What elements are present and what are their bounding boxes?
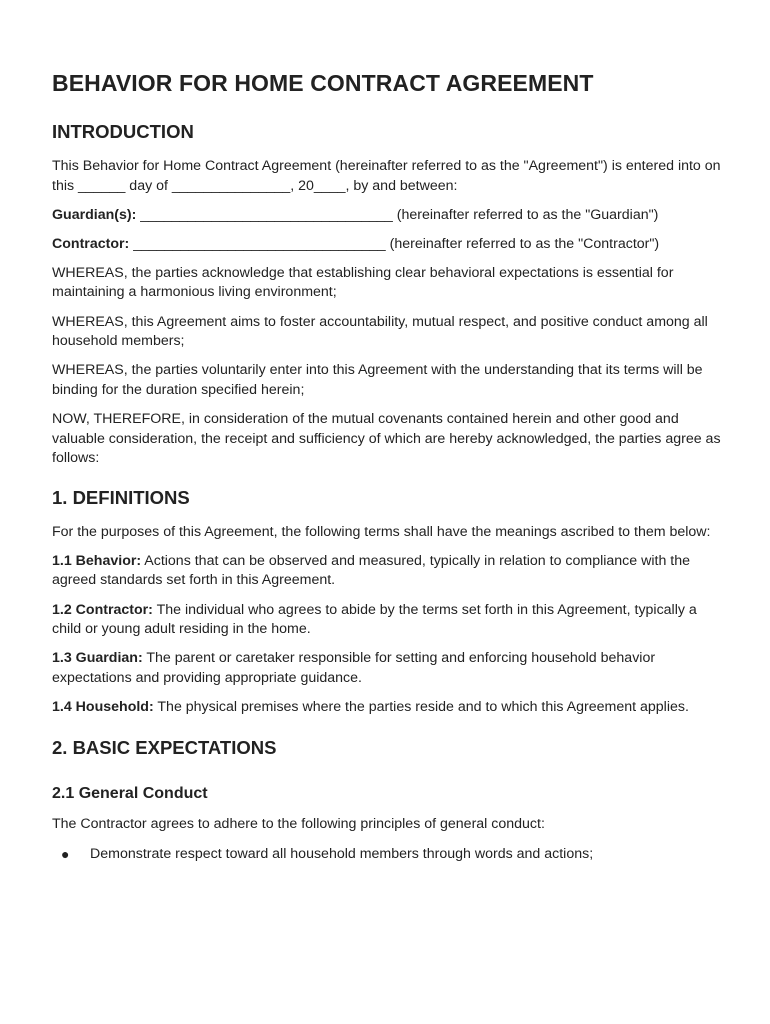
general-conduct-subheading: 2.1 General Conduct	[52, 785, 208, 803]
guardian-label: Guardian(s):	[52, 206, 137, 223]
conduct-list	[52, 845, 722, 865]
definition-term: 1.1 Behavior:	[52, 552, 142, 569]
general-conduct-intro: The Contractor agrees to adhere to the following principles of general conduct:	[52, 816, 545, 833]
list-item	[52, 845, 722, 865]
definition-term: 1.4 Household:	[52, 698, 154, 715]
definitions-heading: 1. DEFINITIONS	[52, 486, 190, 508]
contractor-line	[52, 235, 722, 255]
whereas-paragraph-2: WHEREAS, this Agreement aims to foster accountability, mutual respect, and positive conduct among all household members;	[52, 313, 708, 350]
document-title: BEHAVIOR FOR HOME CONTRACT AGREEMENT	[52, 70, 594, 96]
opening-paragraph: This Behavior for Home Contract Agreement (hereinafter referred to as the "Agreement") is entered into on this ______ day of _______________, 20____, by and between:	[52, 158, 721, 194]
definition-household	[52, 698, 722, 718]
introduction-heading: INTRODUCTION	[52, 121, 194, 142]
list-item-text: Demonstrate respect toward all household members through words and actions;	[90, 845, 594, 862]
expectations-heading: 2. BASIC EXPECTATIONS	[52, 737, 277, 759]
definition-behavior	[52, 552, 722, 591]
definition-term: 1.2 Contractor:	[52, 601, 153, 618]
guardian-line	[52, 206, 722, 226]
contractor-text: ________________________________ (hereinafter referred to as the "Contractor")	[129, 235, 660, 252]
document-page	[52, 70, 722, 864]
definition-text: Actions that can be observed and measured, typically in relation to compliance with the agreed standards set forth in this Agreement.	[52, 552, 691, 589]
definition-text: The individual who agrees to abide by the terms set forth in this Agreement, typically a child or young adult residing in the home.	[52, 601, 697, 638]
definition-contractor	[52, 601, 722, 640]
definition-text: The parent or caretaker responsible for setting and enforcing household behavior expectations and providing appropriate guidance.	[52, 650, 656, 686]
definition-guardian	[52, 649, 722, 688]
whereas-paragraph-1: WHEREAS, the parties acknowledge that establishing clear behavioral expectations is essential for maintaining a harmonious living environment;	[52, 264, 674, 301]
definitions-intro: For the purposes of this Agreement, the following terms shall have the meanings ascribed to them below:	[52, 523, 711, 540]
definition-term: 1.3 Guardian:	[52, 650, 143, 667]
now-therefore-paragraph: NOW, THEREFORE, in consideration of the mutual covenants contained herein and other good and valuable consideration, the receipt and sufficiency of which are hereby acknowledged, the parties agree as follows:	[52, 410, 721, 467]
definition-text: The physical premises where the parties reside and to which this Agreement applies.	[153, 698, 689, 715]
guardian-text: ________________________________ (hereinafter referred to as the "Guardian")	[136, 206, 659, 223]
whereas-paragraph-3: WHEREAS, the parties voluntarily enter into this Agreement with the understanding that its terms will be binding for the duration specified herein;	[52, 362, 703, 398]
contractor-label: Contractor:	[52, 235, 130, 252]
bullet-icon: ●	[61, 845, 70, 862]
